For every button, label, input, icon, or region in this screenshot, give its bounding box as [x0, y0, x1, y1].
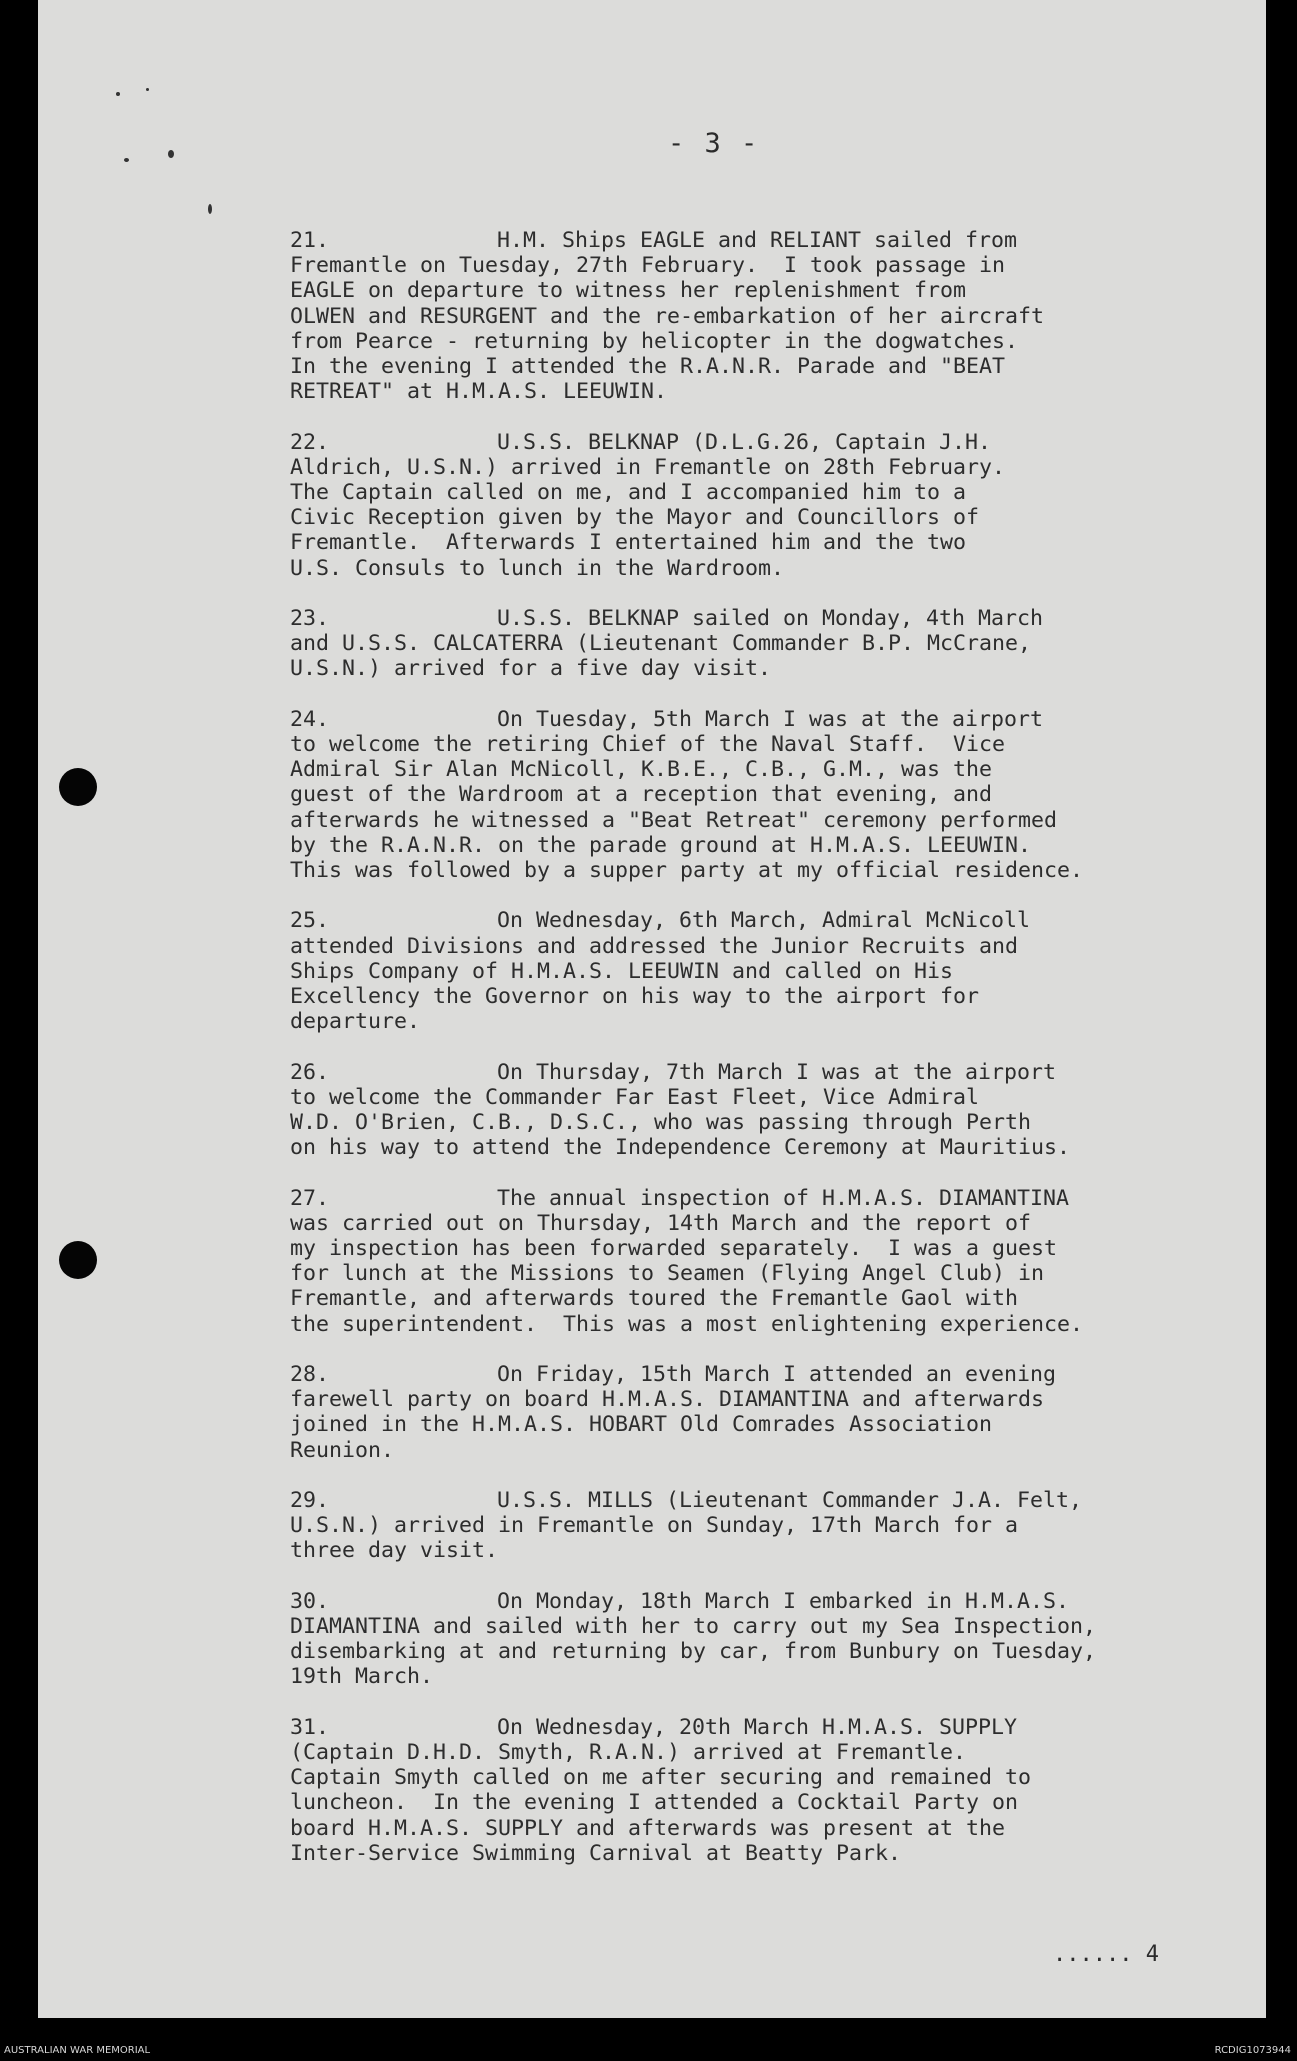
paragraph-line [290, 1412, 1250, 1437]
paragraph-text: Ships Company of H.M.A.S. LEEUWIN and called on His [290, 958, 954, 984]
paragraph-line [290, 480, 1250, 505]
paragraph-number: 28. [290, 1362, 330, 1388]
paragraph-text: H.M. Ships EAGLE and RELIANT sailed from [497, 228, 1018, 253]
paragraph-line [290, 304, 1250, 329]
paragraph-line [290, 530, 1250, 555]
archive-credit: AUSTRALIAN WAR MEMORIAL [4, 2045, 151, 2056]
ink-speck [124, 158, 129, 162]
paragraph-number: 23. [290, 606, 330, 632]
paragraph-text: luncheon. In the evening I attended a Cocktail Party on [290, 1790, 1019, 1816]
paragraph-text: On Monday, 18th March I embarked in H.M.A.S. [497, 1588, 1070, 1614]
ink-speck [146, 88, 149, 91]
paragraph-text: from Pearce - returning by helicopter in the dogwatches. [290, 328, 1019, 354]
paragraph-text: afterwards he witnessed a "Beat Retreat" ceremony performed [290, 807, 1058, 833]
paragraph-text: W.D. O'Brien, C.B., D.S.C., who was passing through Perth [290, 1110, 1032, 1136]
paragraph-line [290, 1085, 1250, 1110]
paragraph-line [290, 732, 1250, 757]
paragraph-line [290, 984, 1250, 1009]
paragraph-line [290, 934, 1250, 959]
paragraph-line [290, 833, 1250, 858]
paragraph-text: was carried out on Thursday, 14th March and the report of [290, 1210, 1032, 1236]
paragraph-line [290, 1589, 1250, 1614]
ink-speck [168, 150, 174, 158]
paragraph-text: DIAMANTINA and sailed with her to carry out my Sea Inspection, [290, 1614, 1097, 1640]
document-body [290, 228, 1250, 1891]
paragraph-text: guest of the Wardroom at a reception that evening, and [290, 782, 993, 808]
paragraph-text: On Friday, 15th March I attended an evening [497, 1362, 1057, 1388]
paragraph-line [290, 379, 1250, 404]
paragraph [290, 1060, 1250, 1161]
paragraph-text: On Wednesday, 6th March, Admiral McNicoll [497, 908, 1031, 934]
paragraph [290, 707, 1250, 883]
paragraph-line [290, 1790, 1250, 1815]
paragraph-number: 24. [290, 706, 330, 732]
paragraph-line [290, 430, 1250, 455]
paragraph [290, 228, 1250, 404]
paragraph-text: to welcome the retiring Chief of the Naval Staff. Vice [290, 732, 1006, 758]
paragraph-line [290, 1816, 1250, 1841]
paragraph-line [290, 782, 1250, 807]
paragraph-line [290, 1186, 1250, 1211]
paragraph-text: Excellency the Governor on his way to the airport for [290, 984, 980, 1010]
paragraph [290, 1589, 1250, 1690]
paragraph-text: board H.M.A.S. SUPPLY and afterwards was present at the [290, 1815, 1006, 1841]
paragraph-text: Fremantle. Afterwards I entertained him and the two [290, 530, 967, 556]
paragraph-text: Inter-Service Swimming Carnival at Beatty Park. [290, 1840, 902, 1866]
paragraph-text: U.S.S. BELKNAP (D.L.G.26, Captain J.H. [497, 429, 992, 455]
paragraph-text: U.S.N.) arrived in Fremantle on Sunday, 17th March for a [290, 1513, 1019, 1539]
paragraph-text: Admiral Sir Alan McNicoll, K.B.E., C.B., G.M., was the [290, 757, 993, 783]
paragraph-number: 30. [290, 1588, 330, 1614]
paragraph [290, 908, 1250, 1034]
paragraph-text: The annual inspection of H.M.A.S. DIAMANTINA [497, 1185, 1070, 1211]
paragraph-number: 21. [290, 228, 330, 253]
paragraph-text: 19th March. [290, 1664, 434, 1690]
paragraph [290, 1488, 1250, 1564]
paragraph-text: (Captain D.H.D. Smyth, R.A.N.) arrived at Fremantle. [290, 1740, 967, 1766]
paragraph-text: In the evening I attended the R.A.N.R. Parade and "BEAT [290, 354, 1006, 380]
paragraph-text: to welcome the Commander Far East Fleet, Vice Admiral [290, 1084, 980, 1110]
paragraph-number: 31. [290, 1714, 330, 1740]
paragraph [290, 606, 1250, 682]
paragraph-text: joined in the H.M.A.S. HOBART Old Comrades Association [290, 1412, 993, 1438]
paragraph-text: U.S.S. MILLS (Lieutenant Commander J.A. Felt, [497, 1488, 1083, 1514]
paragraph-line [290, 1513, 1250, 1538]
paragraph-number: 26. [290, 1059, 330, 1085]
paragraph-line [290, 556, 1250, 581]
paragraph-text: by the R.A.N.R. on the parade ground at H.M.A.S. LEEUWIN. [290, 832, 1032, 858]
paragraph [290, 1715, 1250, 1866]
paragraph-line [290, 1538, 1250, 1563]
paragraph-line [290, 656, 1250, 681]
paragraph-line [290, 707, 1250, 732]
paragraph-number: 29. [290, 1488, 330, 1514]
paragraph-text: U.S.N.) arrived for a five day visit. [290, 656, 772, 682]
punch-hole [59, 768, 97, 806]
paragraph-line [290, 1135, 1250, 1160]
paragraph-line [290, 1664, 1250, 1689]
paragraph-number: 27. [290, 1185, 330, 1211]
paragraph-line [290, 1614, 1250, 1639]
paragraph-line [290, 1438, 1250, 1463]
paragraph-line [290, 757, 1250, 782]
paragraph-text: departure. [290, 1009, 421, 1035]
paragraph-number: 22. [290, 429, 330, 455]
punch-hole [59, 1241, 97, 1279]
paragraph-line [290, 329, 1250, 354]
paragraph-line [290, 278, 1250, 303]
paragraph-line [290, 959, 1250, 984]
paragraph-number: 25. [290, 908, 330, 934]
paragraph-text: OLWEN and RESURGENT and the re-embarkation of her aircraft [290, 303, 1045, 329]
page-number: - 3 - [668, 128, 760, 159]
paragraph-line [290, 1387, 1250, 1412]
paragraph-line [290, 808, 1250, 833]
paragraph-text: EAGLE on departure to witness her replenishment from [290, 278, 967, 304]
paragraph-text: Reunion. [290, 1437, 395, 1463]
paragraph-text: attended Divisions and addressed the Junior Recruits and [290, 933, 1019, 959]
paragraph-text: U.S.S. BELKNAP sailed on Monday, 4th March [497, 606, 1044, 632]
paragraph-line [290, 606, 1250, 631]
paragraph-text: U.S. Consuls to lunch in the Wardroom. [290, 555, 785, 581]
paragraph-line [290, 1362, 1250, 1387]
paragraph [290, 430, 1250, 581]
ink-speck [208, 204, 212, 214]
paragraph-text: on his way to attend the Independence Ceremony at Mauritius. [290, 1135, 1071, 1161]
paragraph-text: This was followed by a supper party at my official residence. [290, 858, 1084, 884]
paragraph-text: Civic Reception given by the Mayor and Councillors of [290, 505, 980, 531]
paragraph-line [290, 228, 1250, 253]
paragraph-text: RETREAT" at H.M.A.S. LEEUWIN. [290, 379, 668, 405]
paragraph-line [290, 253, 1250, 278]
paragraph-line [290, 505, 1250, 530]
paragraph-line [290, 354, 1250, 379]
paragraph-text: disembarking at and returning by car, from Bunbury on Tuesday, [290, 1639, 1097, 1665]
paragraph-text: for lunch at the Missions to Seamen (Flying Angel Club) in [290, 1261, 1045, 1287]
paragraph-line [290, 858, 1250, 883]
paragraph-text: Captain Smyth called on me after securing and remained to [290, 1765, 1032, 1791]
paragraph-line [290, 631, 1250, 656]
paragraph [290, 1362, 1250, 1463]
paragraph-line [290, 1211, 1250, 1236]
paragraph-line [290, 455, 1250, 480]
paragraph-text: Fremantle, and afterwards toured the Fremantle Gaol with [290, 1286, 1019, 1312]
paragraph-text: and U.S.S. CALCATERRA (Lieutenant Commander B.P. McCrane, [290, 631, 1032, 657]
archive-reference: RCDIG1073944 [1214, 2045, 1291, 2056]
paragraph-line [290, 1312, 1250, 1337]
paragraph-text: the superintendent. This was a most enlightening experience. [290, 1311, 1084, 1337]
paragraph-text: The Captain called on me, and I accompanied him to a [290, 480, 967, 506]
paragraph-line [290, 1639, 1250, 1664]
paragraph [290, 1186, 1250, 1337]
paragraph-line [290, 1841, 1250, 1866]
paragraph-line [290, 1286, 1250, 1311]
paragraph-line [290, 1060, 1250, 1085]
paragraph-text: Aldrich, U.S.N.) arrived in Fremantle on 28th February. [290, 454, 1006, 480]
document-page [38, 0, 1266, 2018]
paragraph-line [290, 1488, 1250, 1513]
paragraph-line [290, 1715, 1250, 1740]
paragraph-text: On Wednesday, 20th March H.M.A.S. SUPPLY [497, 1714, 1018, 1740]
paragraph-text: Fremantle on Tuesday, 27th February. I took passage in [290, 253, 1006, 279]
paragraph-text: three day visit. [290, 1538, 499, 1564]
paragraph-line [290, 1236, 1250, 1261]
paragraph-text: my inspection has been forwarded separately. I was a guest [290, 1236, 1058, 1262]
paragraph-text: On Tuesday, 5th March I was at the airport [497, 706, 1044, 732]
paragraph-line [290, 1261, 1250, 1286]
paragraph-line [290, 1740, 1250, 1765]
paragraph-line [290, 908, 1250, 933]
paragraph-text: farewell party on board H.M.A.S. DIAMANTINA and afterwards [290, 1387, 1045, 1413]
paragraph-line [290, 1110, 1250, 1135]
paragraph-line [290, 1009, 1250, 1034]
paragraph-line [290, 1765, 1250, 1790]
continuation-marker: ...... 4 [1053, 1942, 1159, 1967]
paragraph-text: On Thursday, 7th March I was at the airport [497, 1059, 1057, 1085]
ink-speck [116, 92, 120, 96]
